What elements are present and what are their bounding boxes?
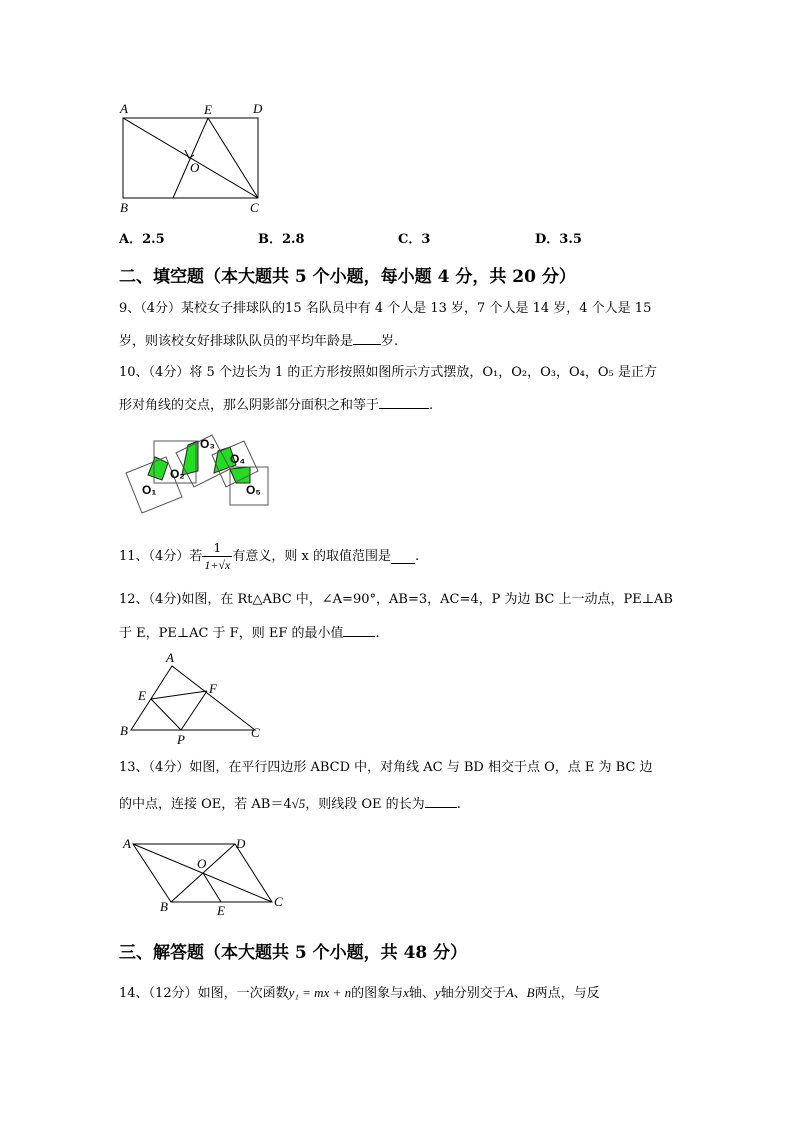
answer-blank-10 bbox=[379, 394, 429, 409]
label-d: D bbox=[253, 101, 263, 116]
question-13-line-1: 13、（4分）如图，在平行四边形 ABCD 中，对角线 AC 与 BD 相交于点 O，点 E 为 BC 边 bbox=[119, 760, 653, 775]
option-a: A．2.5 bbox=[119, 232, 165, 247]
function-equation: y₁ = mx + n bbox=[288, 985, 352, 1000]
answer-blank-9 bbox=[353, 330, 381, 345]
label-e: E bbox=[204, 102, 212, 117]
point-a-symbol: A bbox=[505, 985, 514, 1000]
label-o5: O₅ bbox=[246, 483, 261, 497]
label-e: E bbox=[217, 903, 225, 918]
question-13-end: . bbox=[456, 797, 461, 812]
label-c: C bbox=[250, 200, 259, 215]
segment-ec bbox=[208, 118, 258, 198]
option-b: B．2.8 bbox=[258, 232, 305, 247]
y-axis-symbol: y bbox=[434, 985, 441, 1000]
section-heading-answer: 三、解答题（本大题共 5 个小题，共 48 分） bbox=[119, 943, 468, 963]
label-b: B bbox=[120, 200, 128, 215]
question-13-text-2: ，则线段 OE 的长为 bbox=[305, 797, 425, 812]
label-b: B bbox=[160, 899, 168, 914]
question-11-suffix: 有意义，则 x 的取值范围是 bbox=[232, 549, 391, 564]
question-11-end: . bbox=[414, 549, 420, 564]
question-10-text: 10、（4分）将 5 个边长为 1 的正方形按照如图所示方式摆放， bbox=[119, 365, 483, 380]
label-a: A bbox=[120, 101, 128, 116]
segment-eo-perpendicular bbox=[173, 118, 208, 198]
label-e: E bbox=[138, 688, 146, 703]
fraction-denominator: 1+√x bbox=[204, 558, 231, 572]
question-14-line-1 bbox=[119, 983, 600, 1004]
label-b: B bbox=[120, 723, 128, 738]
label-o2: O₂ bbox=[170, 467, 185, 481]
answer-blank-13 bbox=[425, 793, 457, 808]
triangle-figure-q12 bbox=[115, 648, 275, 746]
fraction-numerator: 1 bbox=[202, 540, 232, 557]
question-10-text-2: 形对角线的交点，那么阴影部分面积之和等于 bbox=[119, 398, 380, 413]
question-9-text: 岁，则该校女好排球队队员的平均年龄是 bbox=[119, 334, 354, 349]
label-c: C bbox=[251, 725, 260, 740]
parallelogram-figure-q13 bbox=[118, 832, 293, 922]
question-12-end: . bbox=[375, 626, 380, 641]
shaded-region-4 bbox=[230, 467, 250, 483]
sqrt-five: √5 bbox=[291, 796, 306, 811]
label-a: A bbox=[166, 650, 174, 665]
label-d: D bbox=[236, 836, 246, 851]
label-p: P bbox=[177, 732, 185, 747]
question-10-line-1 bbox=[119, 363, 657, 383]
option-d: D．3.5 bbox=[535, 232, 582, 247]
question-12-text: 于 E，PE⊥AC 于 F，则 EF 的最小值 bbox=[119, 626, 344, 641]
label-o1: O₁ bbox=[142, 483, 157, 497]
rectangle-figure-q8 bbox=[110, 98, 280, 218]
answer-blank-11 bbox=[391, 549, 415, 564]
question-12-line-1: 12、（4分)如图，在 Rt△ABC 中，∠A=90°，AB=3，AC=4，P 为边 BC 上一动点，PE⊥AB bbox=[119, 592, 673, 607]
question-14-text-f: 两点，与反 bbox=[534, 986, 600, 1001]
question-13-line-2 bbox=[119, 793, 461, 815]
question-11 bbox=[119, 537, 419, 577]
fraction-expression bbox=[202, 540, 232, 573]
question-9-line-2 bbox=[119, 330, 398, 352]
segment-pf bbox=[181, 691, 207, 730]
question-9-end: 岁. bbox=[381, 334, 399, 349]
squares-figure-q10 bbox=[118, 435, 278, 520]
option-c: C．3 bbox=[398, 232, 431, 247]
answer-blank-12 bbox=[343, 622, 375, 637]
question-13-text: 的中点，连接 OE，若 AB＝4 bbox=[119, 797, 292, 812]
question-14-text-d: 轴分别交于 bbox=[440, 986, 506, 1001]
question-14-text-e: 、 bbox=[513, 986, 527, 1001]
label-o: O bbox=[197, 856, 207, 871]
question-10-end: . bbox=[429, 398, 434, 413]
question-9-line-1: 9、（4分）某校女子排球队的15 名队员中有 4 个人是 13 岁，7 个人是 14 岁，4 个人是 15 bbox=[119, 301, 652, 316]
label-c: C bbox=[274, 894, 283, 909]
question-11-prefix: 11、（4分）若 bbox=[119, 549, 203, 564]
question-10-line-2 bbox=[119, 394, 433, 416]
question-12-line-2 bbox=[119, 622, 380, 644]
label-o: O bbox=[190, 160, 200, 175]
segment-ef bbox=[151, 691, 207, 699]
x-axis-symbol: x bbox=[403, 985, 409, 1000]
label-o4: O₄ bbox=[230, 452, 246, 466]
question-14-text-c: 轴、 bbox=[408, 986, 435, 1001]
question-10-points: O₁，O₂，O₃，O₄，O₅ 是正方 bbox=[482, 365, 657, 380]
label-a: A bbox=[123, 836, 131, 851]
label-o3: O₃ bbox=[200, 437, 215, 451]
segment-pe bbox=[151, 699, 181, 730]
section-heading-fill-in: 二、填空题（本大题共 5 个小题，每小题 4 分，共 20 分） bbox=[119, 267, 576, 287]
triangle-abc bbox=[131, 666, 255, 730]
question-14-text-a: 14、（12分）如图，一次函数 bbox=[119, 986, 289, 1001]
point-b-symbol: B bbox=[526, 985, 535, 1000]
question-14-text-b: 的图象与 bbox=[351, 986, 404, 1001]
label-f: F bbox=[209, 681, 217, 696]
